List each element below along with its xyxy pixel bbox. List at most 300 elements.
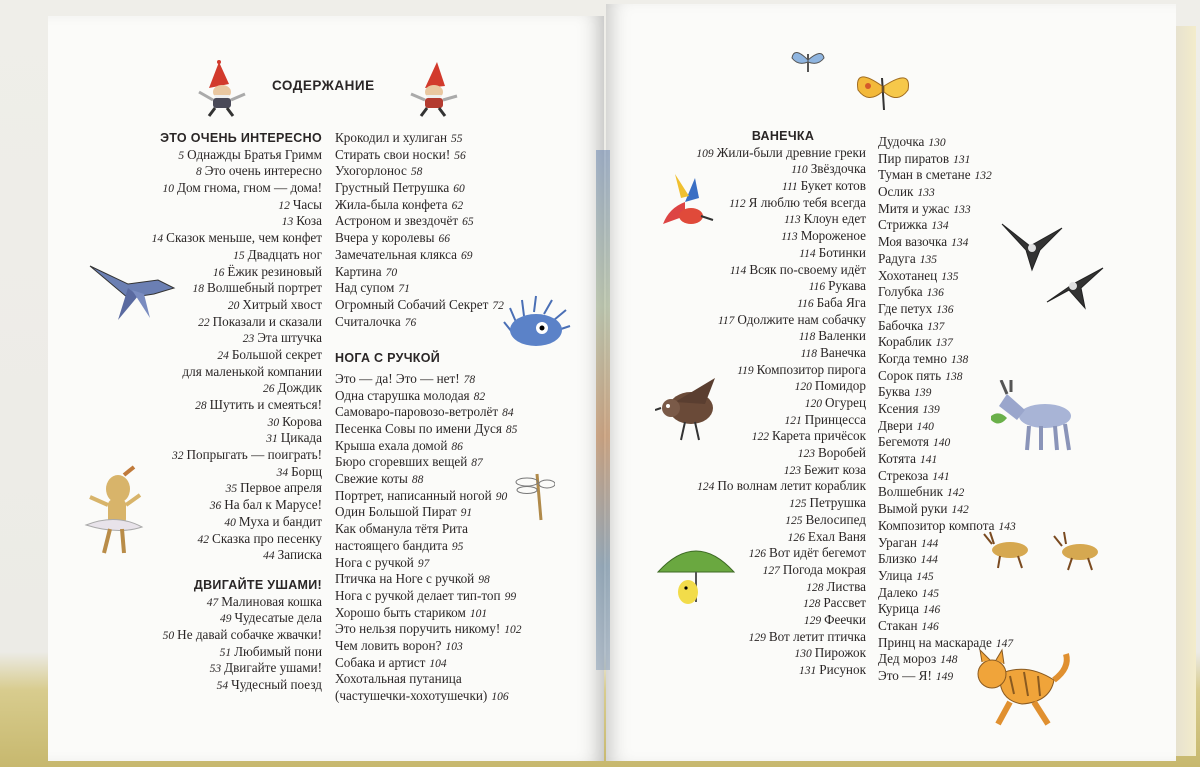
toc-entry-title: Я люблю тебя всегда <box>748 194 866 210</box>
toc-page-number: 136 <box>926 287 944 300</box>
toc-column-left-2 <box>335 130 545 705</box>
toc-page-number: 69 <box>460 249 473 262</box>
toc-page-number: 114 <box>729 264 747 277</box>
toc-page-number: 123 <box>797 448 815 461</box>
toc-entry-title: Вот идёт бегемот <box>769 545 866 561</box>
toc-entry <box>335 213 545 230</box>
toc-entry <box>335 471 545 488</box>
toc-entry-title: Большой секрет <box>231 346 322 362</box>
toc-entry-title: Бюро сгоревших вещей <box>335 454 468 470</box>
toc-page-number: 116 <box>797 297 814 310</box>
small-butterfly-illustration <box>790 46 826 78</box>
toc-entry <box>335 638 545 655</box>
toc-entry-title: Птичка на Ноге с ручкой <box>335 571 475 587</box>
toc-entry <box>660 145 866 162</box>
toc-entry-title: Любимый пони <box>234 643 322 659</box>
toc-page-number: 120 <box>794 381 812 394</box>
dog-illustration <box>78 465 148 557</box>
toc-entry-title: Баба Яга <box>816 294 866 310</box>
toc-page-number: 91 <box>460 507 473 520</box>
toc-page-number: 87 <box>471 457 483 470</box>
toc-page-number: 125 <box>785 514 803 527</box>
toc-entry <box>140 430 322 447</box>
toc-entry-title: Курица <box>878 601 919 617</box>
toc-entry <box>335 571 545 588</box>
toc-page-number: 136 <box>936 303 954 316</box>
toc-page-number: 65 <box>462 216 474 229</box>
toc-entry-title: Нога с ручкой <box>335 554 414 570</box>
toc-entry <box>660 195 866 212</box>
toc-entry <box>335 230 545 247</box>
toc-page-number: 133 <box>953 203 971 216</box>
toc-page-number: 119 <box>737 364 754 377</box>
toc-entry-title: Огурец <box>824 395 866 410</box>
toc-entry <box>878 284 1048 301</box>
toc-page-number: 40 <box>224 516 236 529</box>
toc-entry <box>140 660 322 677</box>
toc-page-number: 128 <box>803 598 821 611</box>
toc-entry-title: Карета причёсок <box>771 428 866 444</box>
gnome-illustration-left <box>195 60 251 118</box>
toc-entry <box>660 345 866 362</box>
toc-entry <box>878 318 1048 335</box>
toc-entry-title: Листва <box>826 578 866 594</box>
toc-page-number: 98 <box>478 574 490 587</box>
toc-page-number: 104 <box>429 657 447 670</box>
toc-page-number: 56 <box>454 149 466 162</box>
toc-entry <box>660 412 866 429</box>
toc-page-number: 145 <box>916 570 934 583</box>
toc-page-number: 110 <box>791 164 808 177</box>
toc-entry <box>878 251 1048 268</box>
toc-entry-title: Помидор <box>814 378 866 394</box>
toc-page-number: 66 <box>438 233 450 246</box>
toc-entry-title: На бал к Марусе! <box>224 497 322 513</box>
toc-entry <box>878 468 1048 485</box>
toc-page-number: 126 <box>748 548 767 561</box>
section-heading: ДВИГАЙТЕ УШАМИ! <box>193 577 322 592</box>
toc-entry <box>878 635 1048 652</box>
toc-page-number: 140 <box>916 420 934 433</box>
toc-page-number: 120 <box>804 398 822 410</box>
toc-page-number: 123 <box>783 464 801 477</box>
toc-page-number: 139 <box>922 404 940 416</box>
toc-page-number: 5 <box>178 149 185 162</box>
toc-entry-title: для маленькой компании <box>182 363 322 379</box>
toc-page-number: 139 <box>914 387 932 400</box>
toc-entry-title: Один Большой Пират <box>335 504 457 520</box>
toc-entry <box>878 234 1048 251</box>
toc-page-number: 129 <box>803 614 822 627</box>
toc-entry-title: Ботинки <box>818 244 866 260</box>
toc-page-number: 28 <box>195 400 207 412</box>
toc-entry <box>140 480 322 497</box>
toc-entry <box>660 462 866 479</box>
toc-entry-title: По волнам летит кораблик <box>717 478 866 494</box>
toc-page-number: 137 <box>935 337 953 350</box>
toc-page-number: 55 <box>451 133 463 145</box>
toc-entry <box>335 147 545 164</box>
toc-entry <box>660 262 866 279</box>
toc-entry-title: Огромный Собачий Секрет <box>335 296 489 312</box>
toc-entry-title: Пирожок <box>814 645 866 661</box>
toc-entry <box>878 434 1048 451</box>
toc-entry <box>878 384 1048 401</box>
toc-entry <box>140 347 322 364</box>
toc-entry-title: Рассвет <box>823 595 866 611</box>
toc-entry-title: Сорок пять <box>878 367 942 383</box>
toc-page-number: 116 <box>808 281 826 294</box>
toc-entry-title: Рукава <box>828 278 866 294</box>
toc-entry-title: Шутить и смеяться! <box>209 397 322 412</box>
toc-entry <box>660 428 866 445</box>
toc-page-number: 54 <box>216 680 229 692</box>
toc-page-number: 14 <box>151 233 164 246</box>
toc-entry-title: Феечки <box>824 611 866 627</box>
toc-entry <box>660 278 866 295</box>
toc-page-number: 35 <box>225 483 238 496</box>
toc-entry <box>140 147 322 164</box>
toc-entry <box>878 351 1048 368</box>
toc-entry <box>878 217 1048 234</box>
toc-entry <box>335 280 545 297</box>
toc-entry-title: Песенка Совы по имени Дуся <box>335 421 502 436</box>
gutter-shadow <box>596 150 610 670</box>
toc-page-number: 12 <box>278 199 290 212</box>
toc-page-number: 141 <box>920 454 938 467</box>
toc-page-number: 102 <box>504 624 522 637</box>
toc-page-number: 146 <box>921 620 939 633</box>
toc-entry <box>878 201 1048 218</box>
toc-entry-title: Над супом <box>335 280 395 296</box>
toc-page-number: 60 <box>453 183 465 196</box>
toc-page-number: 24 <box>217 349 229 362</box>
toc-entry-title: Ксения <box>878 401 919 416</box>
toc-entry-title: Пир пиратов <box>878 150 950 166</box>
toc-page-number: 125 <box>789 498 807 511</box>
toc-entry <box>335 504 545 521</box>
toc-entry <box>335 521 545 538</box>
toc-entry-title: Композитор пирога <box>756 361 866 377</box>
toc-page-number: 101 <box>469 607 488 620</box>
toc-page-number: 148 <box>940 654 958 667</box>
toc-entry-title: Это нельзя поручить никому! <box>335 621 501 637</box>
toc-entry-title: Цикада <box>280 430 322 446</box>
toc-page-number: 88 <box>411 474 424 487</box>
toc-entry <box>660 512 866 529</box>
toc-entry <box>140 464 322 481</box>
toc-entry-title: Вот летит птичка <box>768 628 866 644</box>
toc-entry-title: Волшебный портрет <box>207 280 322 296</box>
toc-entry-title: Дудочка <box>878 134 925 149</box>
toc-entry <box>140 447 322 464</box>
toc-entry <box>335 421 545 438</box>
toc-page-number: 130 <box>928 137 946 149</box>
toc-entry-title: Бегемотя <box>878 434 929 450</box>
toc-page-number: 34 <box>276 466 289 479</box>
toc-entry-title: Велосипед <box>805 511 866 527</box>
toc-page-number: 145 <box>921 587 939 600</box>
toc-entry-title: Малиновая кошка <box>221 593 322 609</box>
toc-entry <box>140 314 322 331</box>
toc-entry <box>335 454 545 471</box>
toc-entry-title: Двадцать ног <box>247 246 322 262</box>
toc-entry <box>660 445 866 462</box>
toc-entry <box>660 378 866 395</box>
toc-page-number: 121 <box>784 414 802 427</box>
toc-page-number: 44 <box>263 550 275 563</box>
toc-entry-title: Бежит коза <box>803 461 866 477</box>
toc-entry <box>660 529 866 546</box>
toc-page-number: 23 <box>242 333 255 346</box>
toc-entry <box>878 134 1048 151</box>
toc-entry <box>878 551 1048 568</box>
toc-entry-title: Митя и ужас <box>878 200 950 216</box>
toc-entry-title: Как обманула тётя Рита <box>335 521 469 537</box>
toc-page-number: 76 <box>404 316 417 329</box>
toc-entry-title: Принц на маскараде <box>878 634 992 650</box>
toc-page-number: 131 <box>799 665 817 677</box>
toc-entry <box>335 688 545 705</box>
toc-entry-title: Ухогорлонос <box>335 163 407 179</box>
toc-page-number: 86 <box>451 440 463 453</box>
toc-entry <box>878 601 1048 618</box>
toc-entry-title: (частушечки-хохотушечки) <box>335 688 488 703</box>
toc-page-number: 149 <box>935 671 954 683</box>
toc-entry-title: Корова <box>282 413 322 429</box>
toc-page-number: 36 <box>209 500 222 513</box>
toc-entry-title: Записка <box>277 547 322 563</box>
toc-entry-title: Жили-были древние греки <box>716 144 866 160</box>
toc-entry <box>878 451 1048 468</box>
toc-entry <box>140 414 322 431</box>
toc-entry-title: Котята <box>878 451 916 467</box>
toc-entry <box>140 531 322 548</box>
toc-entry-title: Вымой руки <box>878 501 948 517</box>
toc-page-number: 71 <box>398 283 410 296</box>
toc-entry-title: Это очень интересно <box>204 163 322 179</box>
toc-entry-title: Не давай собачке жвачки! <box>177 626 322 642</box>
toc-entry-title: Воробей <box>817 445 866 461</box>
toc-entry <box>878 301 1048 318</box>
toc-entry <box>140 380 322 397</box>
toc-entry-title: Хорошо быть стариком <box>335 604 466 620</box>
toc-page-number: 134 <box>931 220 949 233</box>
toc-entry-title: Ехал Ваня <box>807 528 866 544</box>
toc-entry-title: Клоун едет <box>803 211 866 227</box>
toc-entry-title: Однажды Братья Гримм <box>187 146 322 162</box>
toc-entry-title: Погода мокрая <box>782 561 866 577</box>
toc-page-number: 147 <box>995 637 1014 650</box>
butterfly-illustration <box>852 60 914 120</box>
toc-entry-title: Стрекоза <box>878 467 929 483</box>
toc-page-number: 130 <box>794 648 812 661</box>
toc-entry-title: Ёжик резиновый <box>227 263 322 279</box>
toc-page-number: 109 <box>696 147 714 160</box>
toc-page-number: 128 <box>806 581 824 594</box>
toc-page-number: 124 <box>697 481 715 494</box>
toc-page-number: 84 <box>502 407 514 420</box>
toc-entry-title: Композитор компота <box>878 517 995 533</box>
toc-entry-title: Свежие коты <box>335 471 408 487</box>
toc-entry-title: Всяк по-своему идёт <box>749 261 866 277</box>
toc-entry-title: Чудесный поезд <box>231 677 322 692</box>
toc-page-number: 97 <box>417 557 430 570</box>
toc-entry <box>878 167 1048 184</box>
toc-entry <box>660 612 866 629</box>
toc-entry <box>878 268 1048 285</box>
toc-entry <box>335 655 545 672</box>
toc-entry-title: Дождик <box>277 380 322 396</box>
toc-page-number: 20 <box>227 299 240 312</box>
toc-entry <box>335 488 545 505</box>
toc-entry <box>335 538 545 555</box>
toc-page-number: 22 <box>198 316 210 329</box>
toc-entry-title: Ураган <box>878 534 917 550</box>
toc-page-number: 32 <box>172 450 184 463</box>
toc-page-number: 134 <box>951 237 969 250</box>
toc-entry-title: Голубка <box>878 284 923 300</box>
toc-entry-title: Эта штучка <box>257 330 322 346</box>
toc-entry <box>335 130 545 147</box>
toc-entry <box>140 247 322 264</box>
toc-page-number: 82 <box>473 390 486 403</box>
toc-entry <box>878 618 1048 635</box>
toc-entry <box>660 562 866 579</box>
toc-entry-title: Вчера у королевы <box>335 230 435 246</box>
toc-page-number: 78 <box>463 373 476 386</box>
toc-entry-title: Дед мороз <box>878 651 937 667</box>
toc-page-number: 8 <box>195 166 202 179</box>
toc-page-number: 144 <box>920 554 938 567</box>
section-heading: ВАНЕЧКА <box>751 129 815 143</box>
toc-page-number: 132 <box>974 170 992 183</box>
toc-entry <box>140 213 322 230</box>
toc-entry-title: Стрижка <box>878 217 928 233</box>
toc-entry <box>660 645 866 662</box>
toc-entry-title: Грустный Петрушка <box>335 180 450 196</box>
toc-page-number: 58 <box>410 166 423 179</box>
toc-entry <box>878 568 1048 585</box>
toc-entry <box>660 629 866 646</box>
toc-entry-title: Ванечка <box>820 344 866 360</box>
toc-page-number: 117 <box>717 314 735 327</box>
toc-column-right-1 <box>660 128 866 679</box>
toc-entry-title: Стакан <box>878 617 918 633</box>
toc-entry <box>335 197 545 214</box>
toc-page-number: 72 <box>492 299 504 312</box>
toc-entry-title: Нога с ручкой делает тип-топ <box>335 587 501 603</box>
toc-entry-title: Близко <box>878 551 917 567</box>
toc-entry <box>878 418 1048 435</box>
toc-entry-title: Петрушка <box>809 495 866 511</box>
toc-entry <box>660 395 866 412</box>
toc-entry <box>335 247 545 264</box>
toc-entry-title: Картина <box>335 263 382 279</box>
toc-page-number: 31 <box>266 433 278 446</box>
toc-entry <box>335 438 545 455</box>
toc-entry <box>660 245 866 262</box>
toc-page-number: 135 <box>941 270 959 283</box>
toc-page-number: 144 <box>920 537 939 550</box>
toc-entry <box>140 627 322 644</box>
toc-page-number: 62 <box>451 199 464 212</box>
toc-entry <box>660 211 866 228</box>
toc-entry-title: Хохотальная путаница <box>335 671 462 687</box>
toc-entry <box>660 161 866 178</box>
toc-entry-title: Моя вазочка <box>878 234 948 250</box>
toc-entry <box>335 555 545 572</box>
toc-entry <box>140 230 322 247</box>
toc-column-right-2 <box>878 134 1048 685</box>
toc-entry <box>878 501 1048 518</box>
toc-entry <box>878 401 1048 418</box>
toc-page-number: 51 <box>219 646 232 659</box>
section-heading: ЭТО ОЧЕНЬ ИНТЕРЕСНО <box>160 131 322 145</box>
toc-page-number: 129 <box>748 631 766 644</box>
toc-page-number: 13 <box>281 216 294 229</box>
toc-entry-title: Чудесатые дела <box>234 610 322 626</box>
toc-entry <box>140 497 322 514</box>
toc-entry-title: Двигайте ушами! <box>224 660 322 676</box>
toc-entry <box>878 151 1048 168</box>
toc-page-number: 47 <box>206 596 219 609</box>
toc-entry <box>878 668 1048 685</box>
toc-entry-title: настоящего бандита <box>335 537 448 553</box>
toc-page-number: 114 <box>799 247 816 260</box>
toc-entry-title: Стирать свои носки! <box>335 146 451 162</box>
toc-entry-title: Радуга <box>878 250 916 266</box>
toc-entry-title: Рисунок <box>819 662 866 677</box>
toc-entry-title: Когда темно <box>878 350 947 366</box>
toc-entry-title: Чем ловить ворон? <box>335 637 442 653</box>
toc-page-number: 95 <box>451 540 464 553</box>
toc-entry <box>335 671 545 688</box>
toc-entry <box>878 518 1048 535</box>
toc-entry <box>878 651 1048 668</box>
toc-entry <box>660 662 866 679</box>
toc-entry <box>660 228 866 245</box>
toc-entry-title: Показали и сказали <box>212 313 322 329</box>
toc-entry <box>660 328 866 345</box>
toc-page-number: 16 <box>212 266 225 279</box>
toc-page-number: 127 <box>762 564 780 577</box>
toc-page-number: 18 <box>192 283 204 296</box>
toc-page-number: 15 <box>233 249 245 262</box>
toc-page-number: 138 <box>950 353 969 366</box>
toc-entry <box>335 605 545 622</box>
toc-entry <box>878 585 1048 602</box>
toc-entry <box>140 264 322 281</box>
toc-page-number: 90 <box>495 490 508 503</box>
toc-entry-title: Портрет, написанный ногой <box>335 487 492 503</box>
toc-entry <box>140 677 322 694</box>
toc-page-number: 106 <box>491 691 509 703</box>
toc-entry-title: Муха и бандит <box>238 513 322 529</box>
toc-entry <box>660 312 866 329</box>
toc-page-number: 53 <box>209 663 222 676</box>
toc-entry <box>878 484 1048 501</box>
toc-entry <box>140 644 322 661</box>
toc-page-number: 137 <box>927 320 945 333</box>
toc-entry-title: Волшебник <box>878 484 944 500</box>
toc-entry <box>140 594 322 611</box>
toc-entry-title: Кораблик <box>878 334 932 350</box>
toc-page-number: 113 <box>784 214 801 227</box>
toc-entry <box>660 495 866 512</box>
toc-entry-title: Это — Я! <box>878 668 932 683</box>
toc-entry <box>335 621 545 638</box>
